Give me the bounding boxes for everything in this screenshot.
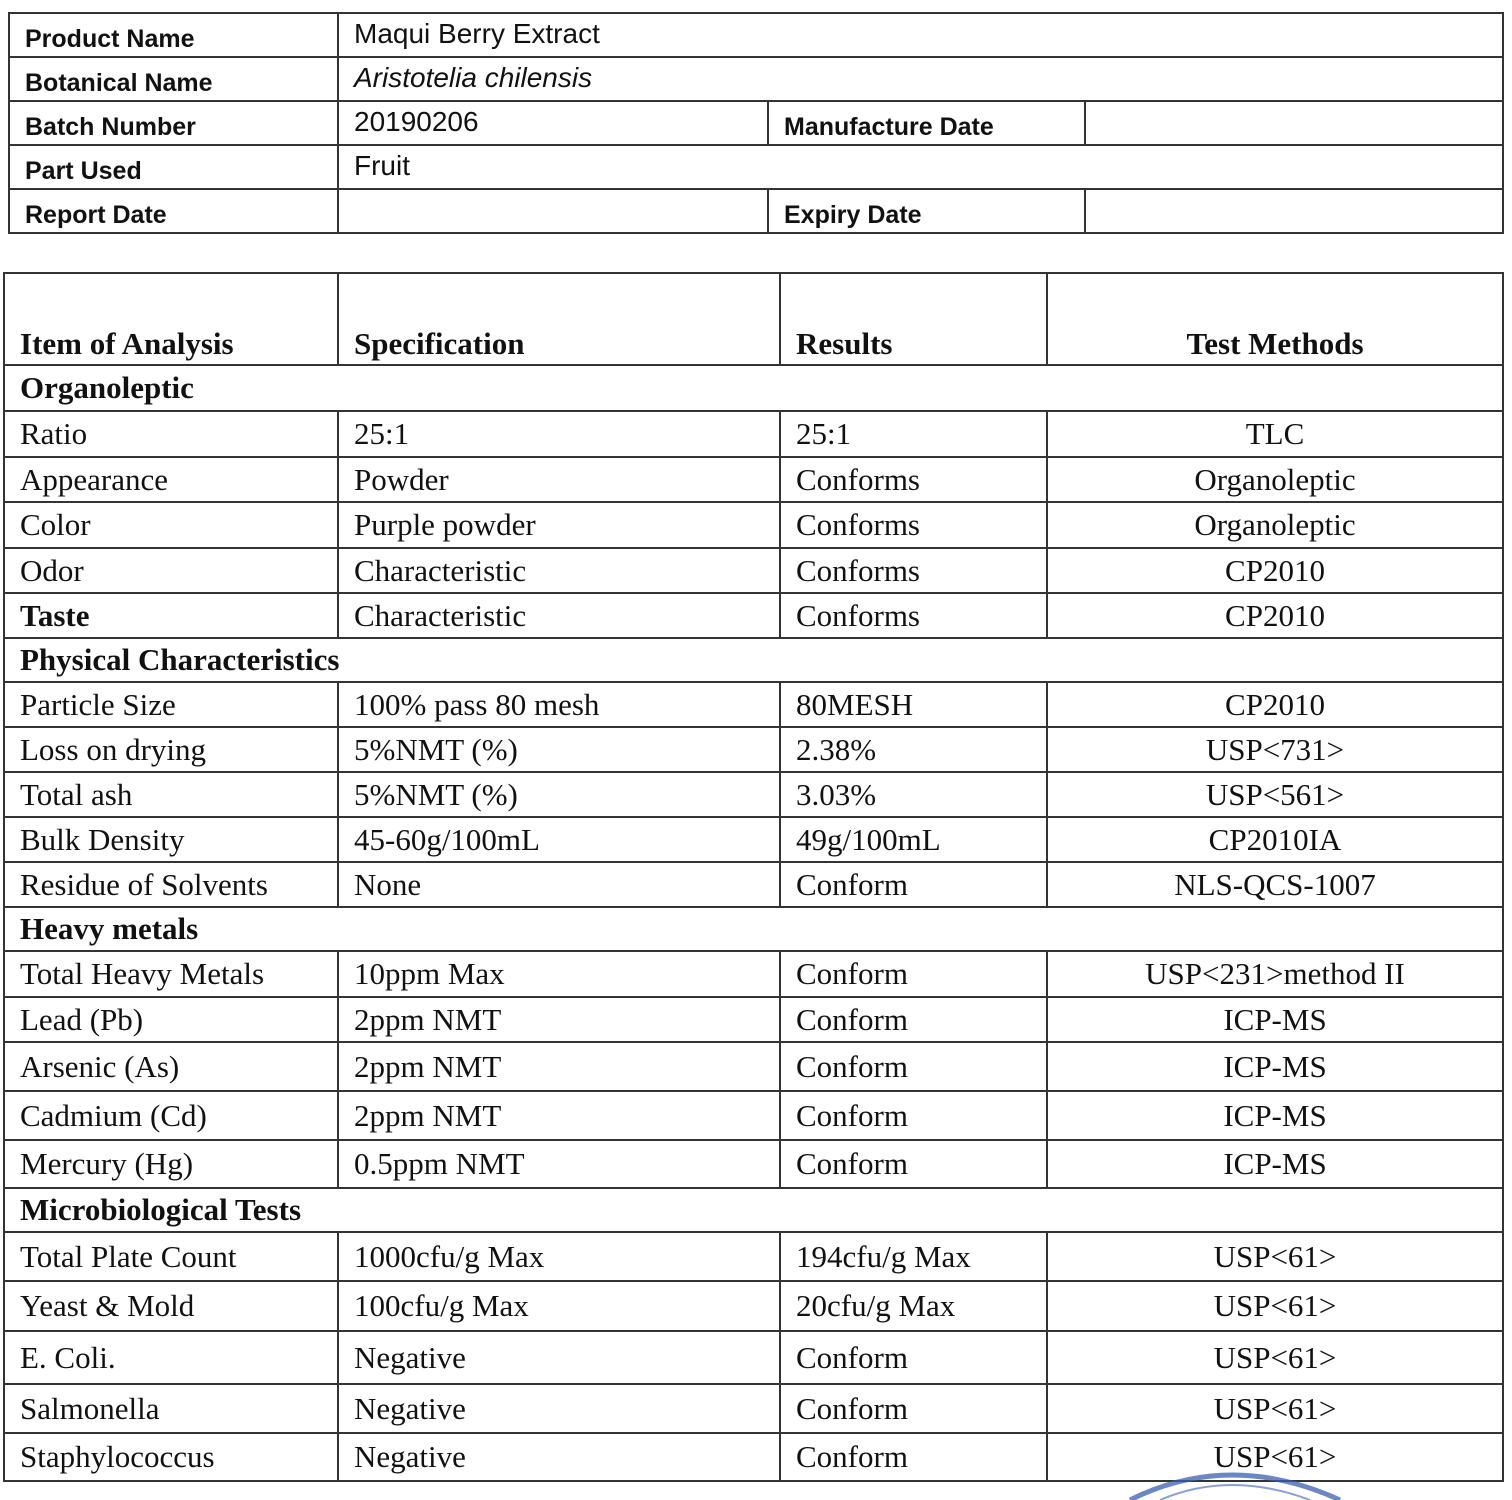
batch-number-label: Batch Number (9, 101, 338, 145)
item-cell: Cadmium (Cd) (4, 1091, 338, 1140)
analysis-row (4, 997, 1503, 1042)
expiry-date-label: Expiry Date (768, 189, 1085, 233)
item-cell: Salmonella (4, 1384, 338, 1433)
product-info-table (8, 12, 1504, 234)
specification-cell: Negative (338, 1331, 780, 1384)
header-test-methods: Test Methods (1047, 273, 1503, 365)
analysis-row (4, 548, 1503, 593)
specification-cell: Powder (338, 457, 780, 502)
result-cell: Conforms (780, 593, 1047, 638)
specification-cell: 45-60g/100mL (338, 817, 780, 862)
test-method-cell: ICP-MS (1047, 1042, 1503, 1091)
section-row (4, 638, 1503, 682)
specification-cell: 10ppm Max (338, 951, 780, 997)
part-used-label: Part Used (9, 145, 338, 189)
item-cell: Arsenic (As) (4, 1042, 338, 1091)
item-cell: Mercury (Hg) (4, 1140, 338, 1188)
specification-cell: None (338, 862, 780, 907)
analysis-row (4, 411, 1503, 457)
analysis-table (3, 272, 1504, 1482)
result-cell: Conform (780, 1042, 1047, 1091)
specification-cell: 1000cfu/g Max (338, 1232, 780, 1281)
specification-cell: Negative (338, 1384, 780, 1433)
test-method-cell: TLC (1047, 411, 1503, 457)
specification-cell: Characteristic (338, 548, 780, 593)
result-cell: 80MESH (780, 682, 1047, 727)
botanical-name-value: Aristotelia chilensis (338, 57, 1503, 101)
company-stamp (1100, 1460, 1360, 1500)
manufacture-date-value (1085, 101, 1503, 145)
analysis-row (4, 951, 1503, 997)
product-name-label: Product Name (9, 13, 338, 57)
item-cell: E. Coli. (4, 1331, 338, 1384)
result-cell: Conform (780, 1384, 1047, 1433)
analysis-row (4, 1384, 1503, 1433)
analysis-row (4, 1042, 1503, 1091)
item-cell: Color (4, 502, 338, 548)
header-item: Item of Analysis (4, 273, 338, 365)
test-method-cell: USP<61> (1047, 1232, 1503, 1281)
botanical-name-row (9, 57, 1503, 101)
result-cell: 3.03% (780, 772, 1047, 817)
result-cell: Conform (780, 1331, 1047, 1384)
analysis-row (4, 862, 1503, 907)
test-method-cell: ICP-MS (1047, 1091, 1503, 1140)
specification-cell: 25:1 (338, 411, 780, 457)
specification-cell: 2ppm NMT (338, 997, 780, 1042)
section-title: Physical Characteristics (4, 638, 1503, 682)
item-cell: Bulk Density (4, 817, 338, 862)
analysis-row (4, 817, 1503, 862)
item-cell: Yeast & Mold (4, 1281, 338, 1331)
part-used-row (9, 145, 1503, 189)
botanical-name-label: Botanical Name (9, 57, 338, 101)
test-method-cell: ICP-MS (1047, 1140, 1503, 1188)
result-cell: Conform (780, 951, 1047, 997)
analysis-header-row (4, 273, 1503, 365)
test-method-cell: USP<561> (1047, 772, 1503, 817)
section-row (4, 1188, 1503, 1232)
section-title: Microbiological Tests (4, 1188, 1503, 1232)
analysis-row (4, 1091, 1503, 1140)
specification-cell: 5%NMT (%) (338, 772, 780, 817)
result-cell: 194cfu/g Max (780, 1232, 1047, 1281)
result-cell: 2.38% (780, 727, 1047, 772)
expiry-date-value (1085, 189, 1503, 233)
section-row (4, 365, 1503, 411)
item-cell: Staphylococcus (4, 1433, 338, 1481)
specification-cell: 2ppm NMT (338, 1042, 780, 1091)
test-method-cell: Organoleptic (1047, 457, 1503, 502)
analysis-row (4, 1140, 1503, 1188)
test-method-cell: CP2010 (1047, 682, 1503, 727)
section-row (4, 907, 1503, 951)
report-date-row (9, 189, 1503, 233)
result-cell: Conforms (780, 548, 1047, 593)
specification-cell: Negative (338, 1433, 780, 1481)
result-cell: Conform (780, 997, 1047, 1042)
test-method-cell: ICP-MS (1047, 997, 1503, 1042)
analysis-row (4, 1331, 1503, 1384)
manufacture-date-label: Manufacture Date (768, 101, 1085, 145)
specification-cell: Purple powder (338, 502, 780, 548)
item-cell: Total Heavy Metals (4, 951, 338, 997)
analysis-row (4, 502, 1503, 548)
result-cell: Conform (780, 1140, 1047, 1188)
test-method-cell: CP2010 (1047, 593, 1503, 638)
test-method-cell: CP2010IA (1047, 817, 1503, 862)
result-cell: Conforms (780, 457, 1047, 502)
analysis-row (4, 1281, 1503, 1331)
result-cell: 25:1 (780, 411, 1047, 457)
product-name-value: Maqui Berry Extract (338, 13, 1503, 57)
specification-cell: Characteristic (338, 593, 780, 638)
test-method-cell: USP<231>method II (1047, 951, 1503, 997)
test-method-cell: NLS-QCS-1007 (1047, 862, 1503, 907)
specification-cell: 100% pass 80 mesh (338, 682, 780, 727)
item-cell: Total ash (4, 772, 338, 817)
item-cell: Taste (4, 593, 338, 638)
specification-cell: 2ppm NMT (338, 1091, 780, 1140)
result-cell: Conform (780, 1091, 1047, 1140)
item-cell: Particle Size (4, 682, 338, 727)
specification-cell: 0.5ppm NMT (338, 1140, 780, 1188)
batch-row (9, 101, 1503, 145)
result-cell: Conform (780, 1433, 1047, 1481)
result-cell: Conform (780, 862, 1047, 907)
test-method-cell: USP<61> (1047, 1384, 1503, 1433)
specification-cell: 5%NMT (%) (338, 727, 780, 772)
analysis-row (4, 593, 1503, 638)
test-method-cell: USP<61> (1047, 1331, 1503, 1384)
item-cell: Appearance (4, 457, 338, 502)
item-cell: Total Plate Count (4, 1232, 338, 1281)
item-cell: Residue of Solvents (4, 862, 338, 907)
analysis-row (4, 727, 1503, 772)
result-cell: 20cfu/g Max (780, 1281, 1047, 1331)
item-cell: Ratio (4, 411, 338, 457)
analysis-row (4, 772, 1503, 817)
analysis-row (4, 682, 1503, 727)
batch-number-value: 20190206 (338, 101, 768, 145)
header-results: Results (780, 273, 1047, 365)
analysis-row (4, 457, 1503, 502)
product-name-row (9, 13, 1503, 57)
test-method-cell: USP<61> (1047, 1433, 1503, 1481)
item-cell: Loss on drying (4, 727, 338, 772)
item-cell: Lead (Pb) (4, 997, 338, 1042)
report-date-label: Report Date (9, 189, 338, 233)
specification-cell: 100cfu/g Max (338, 1281, 780, 1331)
part-used-value: Fruit (338, 145, 1503, 189)
test-method-cell: Organoleptic (1047, 502, 1503, 548)
result-cell: 49g/100mL (780, 817, 1047, 862)
item-cell: Odor (4, 548, 338, 593)
report-date-value (338, 189, 768, 233)
test-method-cell: USP<61> (1047, 1281, 1503, 1331)
section-title: Heavy metals (4, 907, 1503, 951)
test-method-cell: USP<731> (1047, 727, 1503, 772)
test-method-cell: CP2010 (1047, 548, 1503, 593)
section-title: Organoleptic (4, 365, 1503, 411)
result-cell: Conforms (780, 502, 1047, 548)
analysis-row (4, 1232, 1503, 1281)
header-specification: Specification (338, 273, 780, 365)
